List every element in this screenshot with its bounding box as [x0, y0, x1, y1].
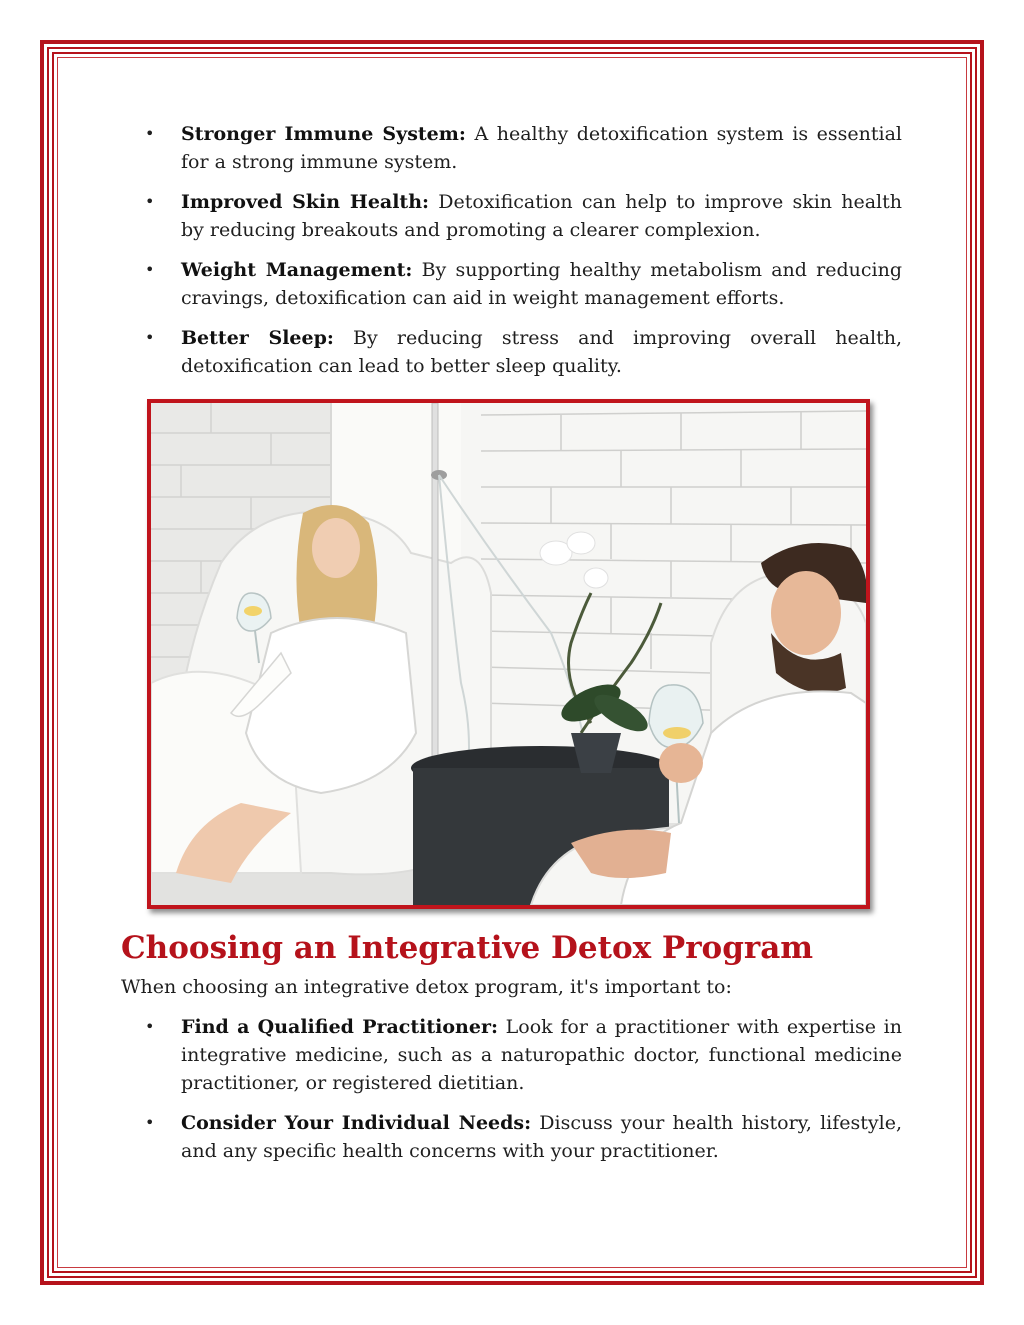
spa-iv-therapy-photo: [147, 399, 870, 909]
tip-term: Find a Qualified Practitioner:: [181, 1016, 498, 1038]
benefit-term: Improved Skin Health:: [181, 191, 430, 213]
benefit-term: Weight Management:: [181, 259, 413, 281]
bullet-icon: •: [145, 328, 155, 347]
bullet-icon: •: [145, 1113, 155, 1132]
benefit-text: Detoxification can help to improve skin health by reducing breakouts and promoting a clearer complexion.: [181, 191, 902, 241]
bullet-icon: •: [145, 124, 155, 143]
list-item: [130, 1013, 902, 1097]
list-item: [130, 256, 902, 312]
benefits-list: [130, 120, 902, 392]
benefit-text: A healthy detoxification system is essential for a strong immune system.: [181, 123, 903, 173]
tip-text: Discuss your health history, lifestyle, and any specific health concerns with your practitioner.: [181, 1112, 902, 1162]
benefit-text: By reducing stress and improving overall health, detoxification can lead to better sleep quality.: [181, 327, 903, 377]
bullet-icon: •: [145, 260, 155, 279]
tip-term: Consider Your Individual Needs:: [181, 1112, 532, 1134]
benefit-text: By supporting healthy metabolism and reducing cravings, detoxification can aid in weight management efforts.: [181, 259, 902, 309]
tips-list: [130, 1013, 902, 1177]
bullet-icon: •: [145, 192, 155, 211]
list-item: [130, 188, 902, 244]
tip-text: Look for a practitioner with expertise in integrative medicine, such as a naturopathic doctor, functional medicine practitioner, or registered dietitian.: [181, 1016, 902, 1094]
benefit-term: Stronger Immune System:: [181, 123, 466, 145]
section-intro: When choosing an integrative detox program, it's important to:: [121, 976, 732, 998]
section-title: Choosing an Integrative Detox Program: [121, 930, 814, 966]
list-item: [130, 324, 902, 380]
bullet-icon: •: [145, 1017, 155, 1036]
benefit-term: Better Sleep:: [181, 327, 334, 349]
list-item: [130, 1109, 902, 1165]
list-item: [130, 120, 902, 176]
